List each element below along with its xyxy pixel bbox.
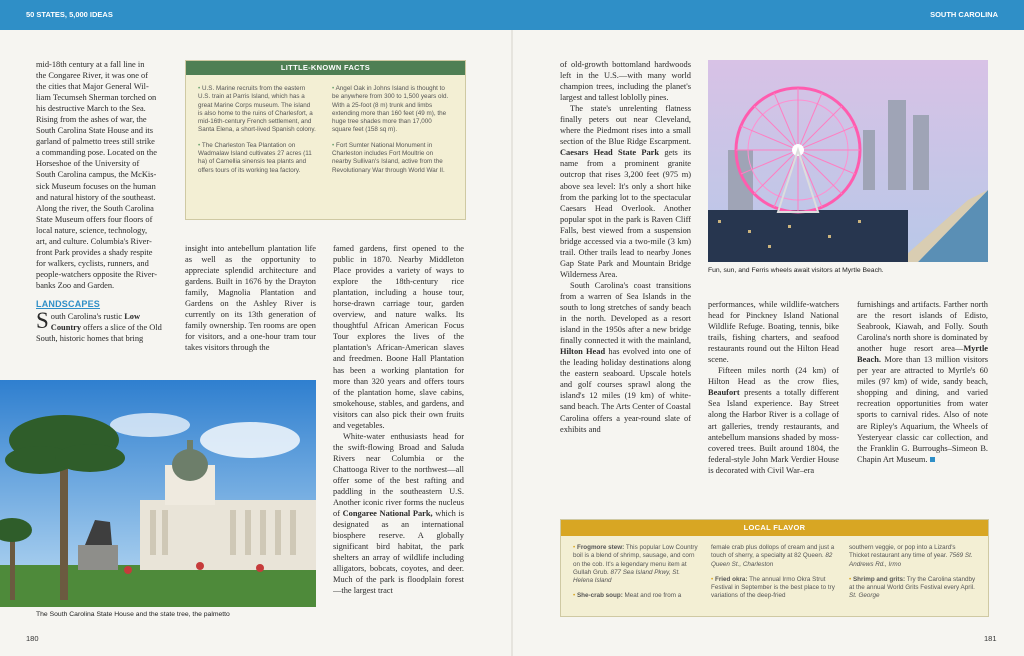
col1-line: South Carolina campus, the McKis- [36,170,157,180]
fact-item: • Angel Oak in Johns Island is thought to be anywhere from 300 to 1,500 years old. With a 25-foot (8 m) trunk and limbs extending more than 160 feet (49 m), the huge tree shades more than 17,000 square feet (158 sq m). [332,85,449,134]
col1-line: South Carolina State House and its [36,126,154,136]
facts-box-title: LITTLE-KNOWN FACTS [186,61,465,75]
col1-line: his destructive March to the Sea. [36,104,146,114]
col1-line: the cities that Major General Wil- [36,82,149,92]
col1-line: front Park provides a shady respite [36,247,153,257]
landscapes-heading: LANDSCAPES [36,298,101,309]
col4-paragraph-2: The state's unrelenting flatness finally peters out near Cleveland, where the Piedmont rises into a small section of the Blue Ridge Escarpment. Caesars Head State Park gets its name from a prominent granite outcrop that rises 3,200 feet (975 m) above sea level: It's only a short hike from the parking lot to the spectacular Caesars Head Overlook. Another popular spot in the park is Raven Cliff Falls, best viewed from a suspension bridge accessed via a two-mile (3 km) trail. Other trails lead to nearby Jones Gap State Park and Mountain Bridge Wilderness Area. [560,104,691,279]
col1-line: Horseshoe of the University of [36,159,140,169]
bullet-dot-icon: • [849,575,853,583]
col1-lines [36,59,167,291]
col1-line: garland of palmetto trees still strike [36,137,155,147]
local-flavor-box [560,519,989,617]
col1-line: mid-18th century at a fall line in [36,60,145,69]
col1-line: the Congaree River, it was one of [36,71,148,81]
myrtle-beach-photo [708,60,988,262]
flavor-item: • Shrimp and grits: Try the Carolina standby at the annual World Grits Festival every April. St. George [849,575,976,600]
col5-paragraph-2: Fifteen miles north (24 km) of Hilton Head as the crow flies, Beaufort presents a totally different Sea Island experience. Bay Street along the Harbor River is a collage of art galleries, trendy restaurants, and antebellum mansions shaded by moss-covered trees. Built around 1804, the federal-style John Mark Verdier House is decorated with Civil War–era [708,366,839,475]
flavor-item: • Frogmore stew: This popular Low Country boil is a blend of shrimp, sausage, and corn on the cob. It's a legendary menu item at Gullah Grub. 877 Sea Island Pkwy, St. Helena Island [573,544,698,585]
left-photo-caption: The South Carolina State House and the state tree, the palmetto [36,611,230,618]
col4-paragraph-1: of old-growth bottomland hardwoods left in the U.S.—with many world champion trees, including the planet's largest and tallest loblolly pines. [560,60,691,103]
col1-line: Rising from the ashes of war, the [36,115,147,125]
col1-line: sick Museum focuses on the human [36,181,156,191]
bullet-dot-icon: • [573,544,577,551]
facts-right-column [332,85,452,182]
landscapes-paragraph: South Carolina's rustic Low Country offers a slice of the Old South, historic homes that bring [36,308,162,344]
col1-line: local nature, science, technology, [36,225,148,235]
facts-left-column [198,85,316,182]
fact-item: • U.S. Marine recruits from the eastern U.S. train at Parris Island, which has a great Marine Corps museum. The island is also home to the ruins of Charlesfort, a mid-16th-century French settlement, and Santa Elena, a short-lived Spanish colony. [198,85,316,134]
fact-item: • Fort Sumter National Monument in Charleston includes Fort Moultrie on nearby Sullivan's Island, active from the Revolutionary War through World War II. [332,141,445,174]
bullet-dot-icon: • [332,141,336,149]
bullet-dot-icon: • [198,85,202,92]
col1-line: a commanding pose. Located on the [36,148,157,158]
right-page-number: 181 [984,634,997,643]
flavor-item: female crab plus dollops of cream and just a touch of sherry, a specialty at 82 Queen. 82 Queen St., Charleston [711,544,835,568]
col1-line: people-watchers opposite the River- [36,269,157,279]
col1-line: for walkers, cyclists, runners, and [36,258,149,268]
col4-paragraph-3: South Carolina's coast transitions from a warren of Sea Islands in the south to long stretches of sandy beach in the north. Developed as a resort island in the 1950s after a new bridge finally connected it with the mainland, Hilton Head has evolved into one of the leading holiday destinations along the eastern seaboard. Upscale hotels and golf courses sprawl along the island's 12 miles (19 km) of white-sand beach. The Arts Center of Coastal Carolina offers a year-round slate of exhibits and [560,280,691,434]
left-header-title: 50 STATES, 5,000 IDEAS [26,10,113,19]
flavor-box-title: LOCAL FLAVOR [561,520,988,536]
state-house-photo [0,380,316,607]
flavor-item: • Fried okra: The annual Irmo Okra Strut Festival in September is the best place to try variations of the deep-fried [711,575,835,600]
right-column-3 [857,299,988,497]
col1-line: art, and culture. Columbia's River- [36,236,152,246]
flavor-item: southern veggie, or pop into a Lizard's Thicket restaurant any time of year. 7569 St. Andrews Rd., Irmo [849,544,973,568]
bullet-dot-icon: • [332,85,336,92]
col1-line: and natural history of the southeast. [36,192,156,202]
end-square-icon [930,457,935,462]
bullet-dot-icon: • [711,575,715,583]
flavor-item: • She-crab soup: Meat and roe from a [573,592,682,600]
col1-line: banks Zoo and Garden. [36,280,115,290]
col1-line: State Museum offers four floors of [36,214,153,224]
col2-paragraph: insight into antebellum plantation life as well as the opportunity to appreciate splendid architecture and gardens. Built in 1676 by the Drayton family, Magnolia Plantation and Gardens on the Ashley River is currently on its 13th generation of family ownership. Ten rooms are open for visitors, and a one-hour tram tour takes visitors through the [185,244,316,353]
left-column-2 [185,243,316,363]
flavor-column-1 [573,544,699,608]
flavor-column-3 [849,544,977,608]
col3-paragraph-1: famed gardens, first opened to the public in 1870. Nearby Middleton Place provides a variety of ways to explore the 18th-century rice plantation, including a house tour, horse-drawn carriage tour, garden overview, and nature walks. Its thoughtful African American Focus Tour explores the lives of the plantation's African-American slaves and freedmen. Boone Hall Plantation has been a working plantation for more than 320 years and offers tours of the plantation home, slave cabins, smokehouse, stables, and gardens, and visitors can also pick their own fruits and vegetables. [333,244,464,430]
right-column-1 [560,59,691,497]
col3-paragraph-2: White-water enthusiasts head for the swift-flowing Broad and Saluda Rivers near Columbia or the Chattooga River to the northwest—all offer some of the best rafting and paddling in the southeastern U.S. Another iconic river forms the nucleus of Congaree National Park, which is designated as an international biosphere reserve. A globally significant bird habitat, the park shelters an array of wildlife including alligators, bobcats, coyotes, and deer. Much of the park is floodplain forest—the largest tract [333,431,464,596]
drop-cap: S [36,308,49,334]
fact-item: • The Charleston Tea Plantation on Wadmalaw Island cultivates 27 acres (11 ha) of Camellia sinensis tea plants and offers tours of its working tea factory. [198,141,312,174]
little-known-facts-box [185,60,466,220]
left-running-header [0,0,512,30]
right-header-title: SOUTH CAROLINA [930,10,998,19]
right-photo-caption: Fun, sun, and Ferris wheels await visitors at Myrtle Beach. [708,267,884,274]
col5-paragraph-1: performances, while wildlife-watchers head for Pinckney Island National Wildlife Refuge. Boating, tennis, bike trails, fishing charters, and seafood restaurants round out the Hilton Head scene. [708,300,839,365]
col6-paragraph-1: furnishings and artifacts. Farther north are the resort islands of Edisto, Seabrook, Kiawah, and Folly. South Carolina's north shore is dominated by another huge resort area—Myrtle Beach. More than 13 million visitors per year are attracted to Myrtle's 60 miles (97 km) of wide, sandy beach, shopping and dining, and varied recreation opportunities from water sports to carnival rides. Also of note are Ripley's Aquarium, the Wheels of Yesteryear classic car collection, and the Franklin G. Burroughs–Simeon B. Chapin Art Museum. [857,300,988,464]
right-column-2 [708,299,839,497]
flavor-column-2 [711,544,837,608]
col1-line: liam Tecumseh Sherman torched on [36,93,157,103]
right-running-header [512,0,1024,30]
left-column-3 [333,243,464,623]
left-page-number: 180 [26,634,39,643]
col1-line: Along the river, the South Carolina [36,203,154,213]
page-gutter [511,30,513,656]
left-column-1 [36,59,167,359]
bullet-dot-icon: • [198,141,202,149]
bullet-dot-icon: • [573,592,577,600]
